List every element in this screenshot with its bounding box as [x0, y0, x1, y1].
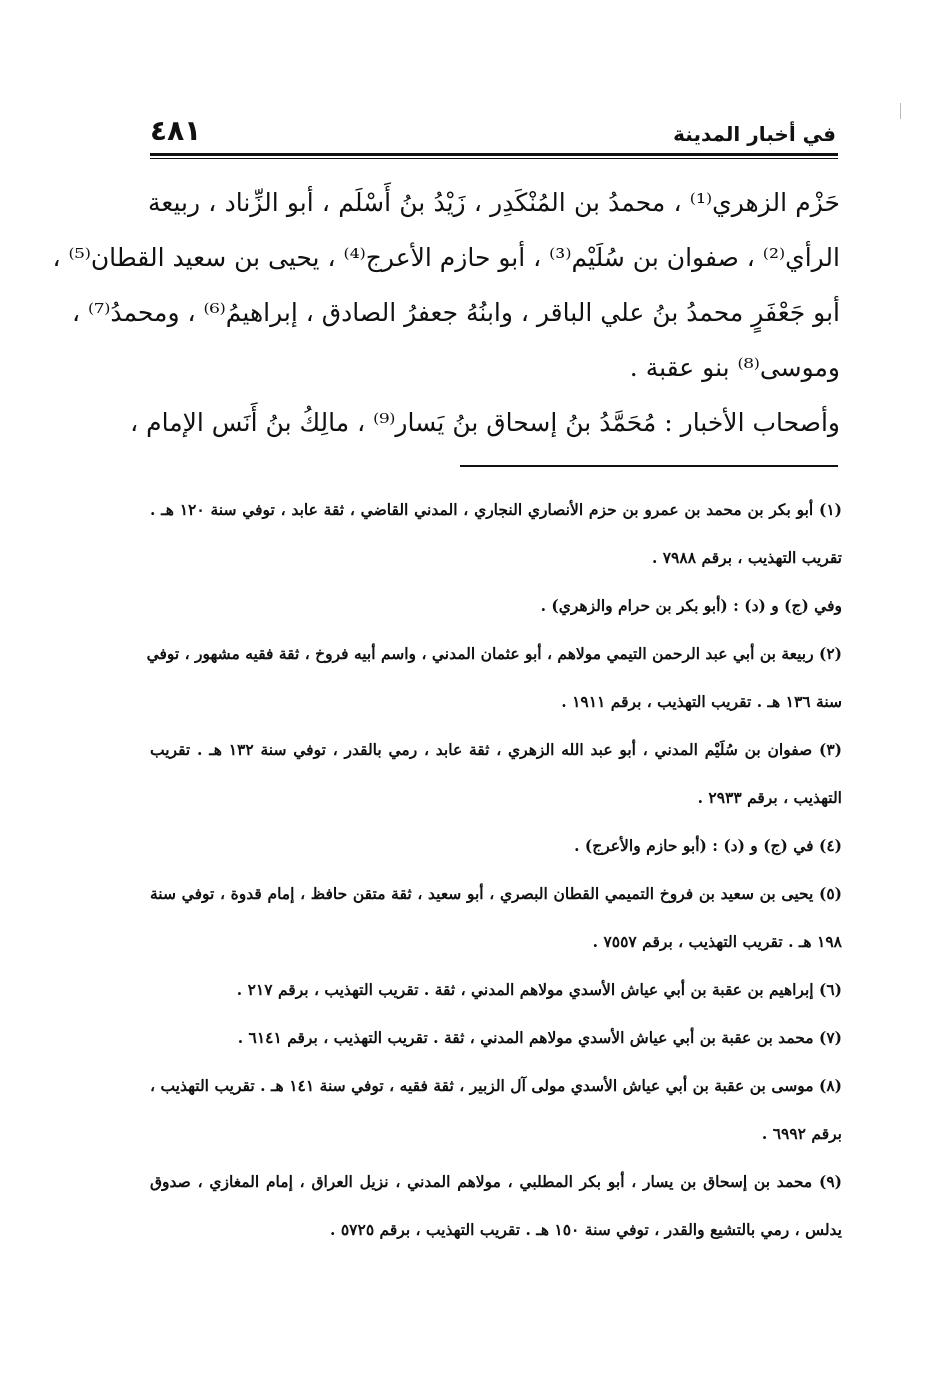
footnote-6: (٦) إبراهيم بن عقبة بن أبي عياش الأسدي مولاهم المدني ، ثقة . تقريب التهذيب ، برقم ٢١٧ . [236, 980, 842, 999]
footnote-7: (٧) محمد بن عقبة بن أبي عياش الأسدي مولاهم المدني ، ثقة . تقريب التهذيب ، برقم ٦١٤١ . [237, 1028, 842, 1047]
margin-mark [900, 103, 901, 119]
body-line-2: الرأي⁽²⁾ ، صفوان بن سُلَيْم⁽³⁾ ، أبو حازم الأعرج⁽⁴⁾ ، يحيى بن سعيد القطان⁽⁵⁾ ، [52, 243, 840, 272]
running-header-title: في أخبار المدينة [673, 122, 836, 146]
header-rule-thick [150, 153, 838, 156]
header-rule-thin [150, 158, 838, 159]
footnote-5-cont: ١٩٨ هـ . تقريب التهذيب ، برقم ٧٥٥٧ . [592, 932, 842, 951]
footnote-1: (١) أبو بكر بن محمد بن عمرو بن حزم الأنصاري النجاري ، المدني القاضي ، ثقة عابد ، توفي سنة ١٢٠ هـ . [150, 500, 842, 519]
footnote-1-cont: تقريب التهذيب ، برقم ٧٩٨٨ . [651, 548, 842, 567]
footnote-2: (٢) ربيعة بن أبي عبد الرحمن التيمي مولاهم ، أبو عثمان المدني ، واسم أبيه فروخ ، ثقة فقيه مشهور ، توفي [146, 644, 842, 663]
footnote-5: (٥) يحيى بن سعيد بن فروخ التميمي القطان البصري ، أبو سعيد ، ثقة متقن حافظ ، إمام قدوة ، توفي سنة [150, 884, 842, 903]
footnote-9: (٩) محمد بن إسحاق بن يسار ، أبو بكر المطلبي ، مولاهم المدني ، نزيل العراق ، إمام المغازي ، صدوق [150, 1172, 842, 1191]
footnote-1-note: وفي (ج) و (د) : (أبو بكر بن حرام والزهري) . [540, 596, 842, 615]
body-line-3: أبو جَعْفَرٍ محمدُ بنُ علي الباقر ، وابنُهُ جعفرُ الصادق ، إبراهيمُ⁽⁶⁾ ، ومحمدُ⁽⁷⁾ ، [72, 298, 840, 327]
body-line-1: حَزْم الزهري⁽¹⁾ ، محمدُ بن المُنْكَدِر ، زَيْدُ بنُ أَسْلَم ، أبو الزِّناد ، ربيعة [148, 188, 840, 217]
body-line-5: وأصحاب الأخبار : مُحَمَّدُ بنُ إسحاق بنُ يَسار⁽⁹⁾ ، مالِكُ بنُ أَنَس الإمام ، [130, 408, 840, 437]
footnote-8-cont: برقم ٦٩٩٢ . [761, 1124, 842, 1143]
footnote-2-cont: سنة ١٣٦ هـ . تقريب التهذيب ، برقم ١٩١١ . [561, 692, 842, 711]
footnote-9-cont: يدلس ، رمي بالتشيع والقدر ، توفي سنة ١٥٠ هـ . تقريب التهذيب ، برقم ٥٧٢٥ . [330, 1220, 842, 1239]
footnote-separator [460, 465, 838, 467]
page-number: ٤٨١ [150, 114, 202, 147]
footnote-8: (٨) موسى بن عقبة بن أبي عياش الأسدي مولى آل الزبير ، ثقة فقيه ، توفي سنة ١٤١ هـ . تقريب التهذيب ، [150, 1076, 843, 1095]
footnote-4: (٤) في (ج) و (د) : (أبو حازم والأعرج) . [574, 836, 842, 855]
footnote-3-cont: التهذيب ، برقم ٢٩٣٣ . [697, 788, 842, 807]
footnote-3: (٣) صفوان بن سُلَيْم المدني ، أبو عبد الله الزهري ، ثقة عابد ، رمي بالقدر ، توفي سنة ١٣٢ هـ . تقريب [150, 740, 842, 759]
body-line-4: وموسى⁽⁸⁾ بنو عقبة . [629, 353, 840, 382]
